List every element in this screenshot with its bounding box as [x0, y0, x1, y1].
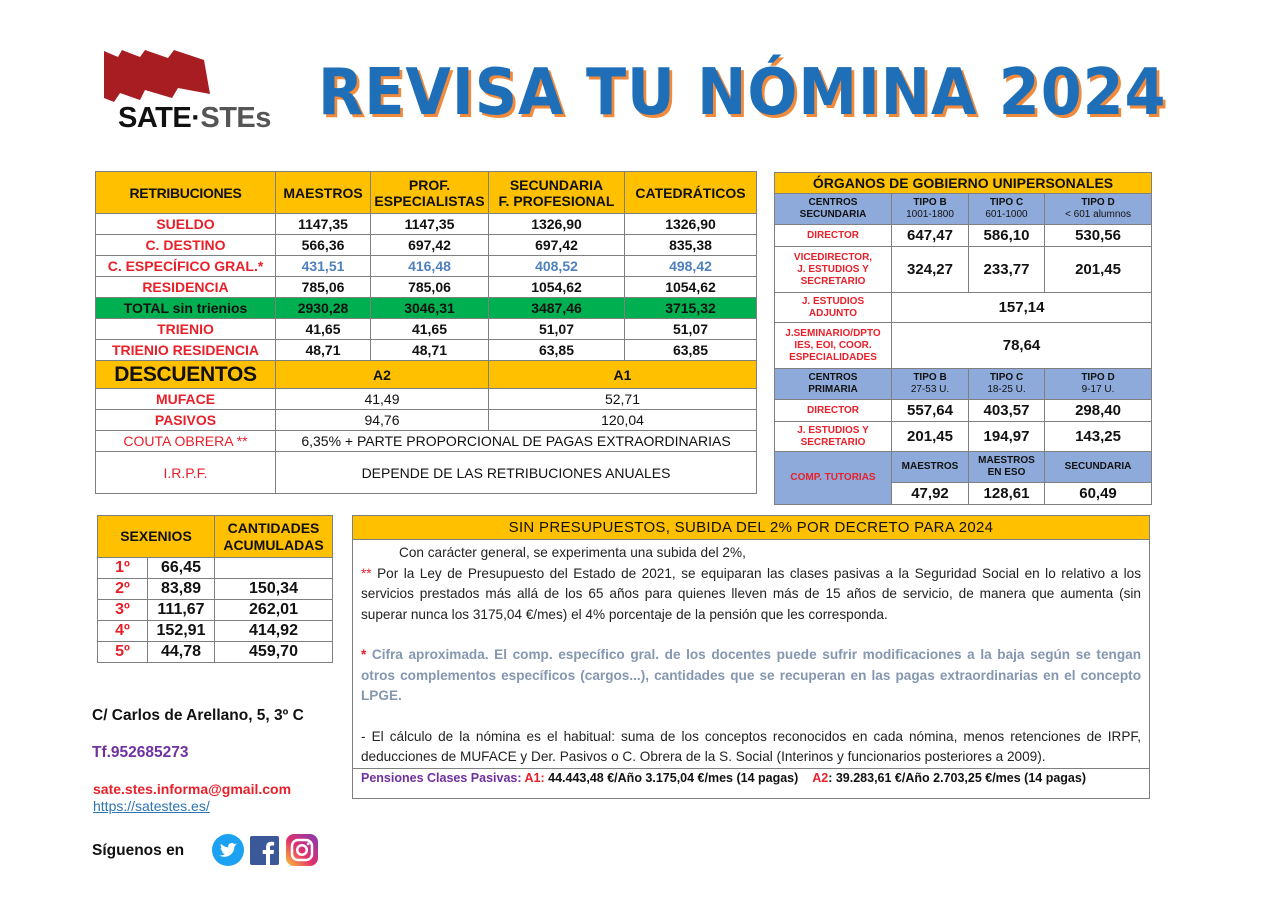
sexenio-number: 2º: [98, 579, 148, 600]
cell-value: 785,06: [371, 277, 489, 298]
tipo-d: TIPO D 9-17 U.: [1045, 369, 1152, 400]
cell-value: 63,85: [625, 340, 757, 361]
cell-value: 6,35% + PARTE PROPORCIONAL DE PAGAS EXTRAORDINARIAS: [276, 431, 757, 452]
cell-value: 3715,32: [625, 298, 757, 319]
row-total: [96, 298, 757, 319]
row-label: TRIENIO: [96, 319, 276, 340]
facebook-icon[interactable]: [250, 836, 279, 865]
cell-value: 697,42: [371, 235, 489, 256]
cell-value: 408,52: [489, 256, 625, 277]
row-residencia: [96, 277, 757, 298]
sexenio-row: [98, 579, 333, 600]
descuentos-header-row: [96, 361, 757, 389]
cell-value: 3046,31: [371, 298, 489, 319]
sexenio-accumulated: 459,70: [215, 642, 333, 663]
cantidades-acumuladas-title: CANTIDADES ACUMULADAS: [215, 516, 333, 558]
row-label: PASIVOS: [96, 410, 276, 431]
tipo-b: TIPO B 1001-1800: [892, 194, 969, 225]
cell-value: 530,56: [1045, 225, 1152, 247]
sexenio-number: 5º: [98, 642, 148, 663]
row-label: J. ESTUDIOS ADJUNTO: [775, 293, 892, 323]
cell-value: 51,07: [625, 319, 757, 340]
cell-value: 201,45: [892, 422, 969, 452]
row-c-especifico: [96, 256, 757, 277]
cell-value: 143,25: [1045, 422, 1152, 452]
sexenio-row: [98, 642, 333, 663]
sate-stes-logo: [100, 48, 300, 138]
tipo-c: TIPO C 18-25 U.: [969, 369, 1045, 400]
cell-value: 1326,90: [489, 214, 625, 235]
secundaria-director-row: [775, 225, 1152, 247]
row-irpf: [96, 452, 757, 494]
tut-maestros: MAESTROS: [892, 452, 969, 483]
cell-value: 416,48: [371, 256, 489, 277]
cell-value: 498,42: [625, 256, 757, 277]
row-label: J. ESTUDIOS Y SECRETARIO: [775, 422, 892, 452]
row-trienio: [96, 319, 757, 340]
flags-icon: [100, 48, 215, 103]
cell-value: 586,10: [969, 225, 1045, 247]
secundaria-header-row: [775, 194, 1152, 225]
cell-value: 647,47: [892, 225, 969, 247]
sexenio-value: 83,89: [148, 579, 215, 600]
sexenio-value: 152,91: [148, 621, 215, 642]
descuentos-title: DESCUENTOS: [96, 361, 276, 389]
cell-value: 835,38: [625, 235, 757, 256]
note-cifra-aproximada: * Cifra aproximada. El comp. específico gral. de los docentes puede sufrir modificaciones a la baja según se tengan otros complementos específicos (cargos...), cantidades que se recuperan en las pagas extraordinarias en el concepto LPGE.: [361, 647, 1141, 703]
cell-value: 1054,62: [489, 277, 625, 298]
cell-value: 1147,35: [276, 214, 371, 235]
row-label: J.SEMINARIO/DPTO IES, EOI, COOR. ESPECIALIDADES: [775, 323, 892, 369]
note-calculo: - El cálculo de la nómina es el habitual: suma de los conceptos reconocidos en cada nómina, menos retenciones de IRPF, deducciones de MUFACE y Der. Pasivos o C. Obrera de la S. Social (Interinos y funcionarios posteriores a 2009).: [361, 728, 1141, 764]
cell-value: 1147,35: [371, 214, 489, 235]
sexenio-accumulated: 150,34: [215, 579, 333, 600]
cell-value: 785,06: [276, 277, 371, 298]
retribuciones-table: [95, 171, 757, 494]
cell-value: 78,64: [892, 323, 1152, 369]
row-label: DIRECTOR: [775, 225, 892, 247]
page-title: REVISA TU NÓMINA 2024: [318, 56, 1167, 130]
retribuciones-header-row: [96, 172, 757, 214]
note-general: Con carácter general, se experimenta una subida del 2%,: [399, 545, 746, 560]
sexenio-number: 1º: [98, 558, 148, 579]
sexenio-accumulated: 414,92: [215, 621, 333, 642]
row-label: I.R.P.F.: [96, 452, 276, 494]
cell-value: 3487,46: [489, 298, 625, 319]
row-label: C. DESTINO: [96, 235, 276, 256]
col-a1: A1: [489, 361, 757, 389]
tut-secundaria: SECUNDARIA: [1045, 452, 1152, 483]
sexenio-accumulated: [215, 558, 333, 579]
tut-maestros-eso: MAESTROS EN ESO: [969, 452, 1045, 483]
notes-header: SIN PRESUPUESTOS, SUBIDA DEL 2% POR DECRETO PARA 2024: [353, 516, 1149, 540]
logo-text: SATE·STEs: [118, 102, 271, 134]
col-secundaria: SECUNDARIA F. PROFESIONAL: [489, 172, 625, 214]
primaria-header-row: [775, 369, 1152, 400]
sexenio-row: [98, 600, 333, 621]
sexenios-title: SEXENIOS: [98, 516, 215, 558]
tutorias-header-row: [775, 452, 1152, 483]
website-link[interactable]: https://satestes.es/: [93, 798, 210, 814]
row-label: RESIDENCIA: [96, 277, 276, 298]
cell-value: 403,57: [969, 400, 1045, 422]
sexenio-value: 66,45: [148, 558, 215, 579]
cell-value: 557,64: [892, 400, 969, 422]
cell-value: 63,85: [489, 340, 625, 361]
organos-table: [774, 172, 1152, 505]
sexenio-row: [98, 621, 333, 642]
cell-value: 52,71: [489, 389, 757, 410]
cell-value: 41,65: [276, 319, 371, 340]
cell-value: 48,71: [276, 340, 371, 361]
cell-value: 1054,62: [625, 277, 757, 298]
secundaria-adjunto-row: [775, 293, 1152, 323]
email-link[interactable]: sate.stes.informa@gmail.com: [93, 781, 292, 797]
row-label: MUFACE: [96, 389, 276, 410]
sexenio-number: 4º: [98, 621, 148, 642]
secundaria-vice-row: [775, 247, 1152, 293]
cell-value: 47,92: [892, 483, 969, 505]
retribuciones-title: RETRIBUCIONES: [96, 172, 276, 214]
secundaria-seminario-row: [775, 323, 1152, 369]
col-prof-especialistas: PROF. ESPECIALISTAS: [371, 172, 489, 214]
cell-value: 566,36: [276, 235, 371, 256]
row-label: C. ESPECÍFICO GRAL.*: [96, 256, 276, 277]
row-label: DIRECTOR: [775, 400, 892, 422]
sexenios-table: [97, 515, 333, 663]
instagram-icon[interactable]: [286, 834, 318, 866]
organos-title: ÓRGANOS DE GOBIERNO UNIPERSONALES: [775, 173, 1152, 194]
sexenio-value: 111,67: [148, 600, 215, 621]
follow-us-label: Síguenos en: [92, 842, 185, 859]
note-ley-presupuesto: ** Por la Ley de Presupuesto del Estado de 2021, se equiparan las clases pasivas a la Seguridad Social en lo relativo a los servicios prestados más allá de los 65 años para quienes lleven más de 15 años de servicio, de manera que aumenta (sin superar nunca los 3175,04 €/mes) el 4% porcentaje de la pensión que les corresponda.: [361, 565, 1141, 622]
notes-body: [353, 540, 1149, 768]
cell-value: 431,51: [276, 256, 371, 277]
cell-value: 2930,28: [276, 298, 371, 319]
cell-value: 51,07: [489, 319, 625, 340]
row-pasivos: [96, 410, 757, 431]
organos-title-row: [775, 173, 1152, 194]
primaria-jefe-row: [775, 422, 1152, 452]
cell-value: 233,77: [969, 247, 1045, 293]
row-label: TOTAL sin trienios: [96, 298, 276, 319]
row-sueldo: [96, 214, 757, 235]
cell-value: 48,71: [371, 340, 489, 361]
tipo-d: TIPO D < 601 alumnos: [1045, 194, 1152, 225]
col-a2: A2: [276, 361, 489, 389]
cell-value: 194,97: [969, 422, 1045, 452]
sexenio-number: 3º: [98, 600, 148, 621]
cell-value: 120,04: [489, 410, 757, 431]
cell-value: 201,45: [1045, 247, 1152, 293]
cell-value: 128,61: [969, 483, 1045, 505]
col-catedraticos: CATEDRÁTICOS: [625, 172, 757, 214]
pensiones-clases-pasivas: Pensiones Clases Pasivas: A1: 44.443,48 €/Año 3.175,04 €/mes (14 pagas) A2: 39.283,61 €/Año 2.703,25 €/mes (14 pagas): [353, 768, 1149, 787]
cell-value: 41,65: [371, 319, 489, 340]
primaria-director-row: [775, 400, 1152, 422]
cell-value: 41,49: [276, 389, 489, 410]
cell-value: 324,27: [892, 247, 969, 293]
notes-box: [352, 515, 1150, 799]
tipo-b: TIPO B 27-53 U.: [892, 369, 969, 400]
tipo-c: TIPO C 601-1000: [969, 194, 1045, 225]
row-label: COUTA OBRERA **: [96, 431, 276, 452]
cell-value: 94,76: [276, 410, 489, 431]
phone: Tf.952685273: [92, 744, 189, 761]
row-muface: [96, 389, 757, 410]
comp-tutorias-label: COMP. TUTORIAS: [775, 452, 892, 505]
twitter-icon[interactable]: [212, 834, 244, 866]
cell-value: 157,14: [892, 293, 1152, 323]
sexenio-value: 44,78: [148, 642, 215, 663]
cell-value: 1326,90: [625, 214, 757, 235]
address: C/ Carlos de Arellano, 5, 3º C: [92, 707, 304, 724]
sexenio-accumulated: 262,01: [215, 600, 333, 621]
row-trienio-residencia: [96, 340, 757, 361]
row-c-destino: [96, 235, 757, 256]
cell-value: 697,42: [489, 235, 625, 256]
centros-secundaria: CENTROS SECUNDARIA: [775, 194, 892, 225]
row-cuota-obrera: [96, 431, 757, 452]
centros-primaria: CENTROS PRIMARIA: [775, 369, 892, 400]
cell-value: 60,49: [1045, 483, 1152, 505]
cell-value: DEPENDE DE LAS RETRIBUCIONES ANUALES: [276, 452, 757, 494]
sexenio-row: [98, 558, 333, 579]
sexenios-header-row: [98, 516, 333, 558]
col-maestros: MAESTROS: [276, 172, 371, 214]
row-label: SUELDO: [96, 214, 276, 235]
row-label: VICEDIRECTOR, J. ESTUDIOS Y SECRETARIO: [775, 247, 892, 293]
cell-value: 298,40: [1045, 400, 1152, 422]
row-label: TRIENIO RESIDENCIA: [96, 340, 276, 361]
